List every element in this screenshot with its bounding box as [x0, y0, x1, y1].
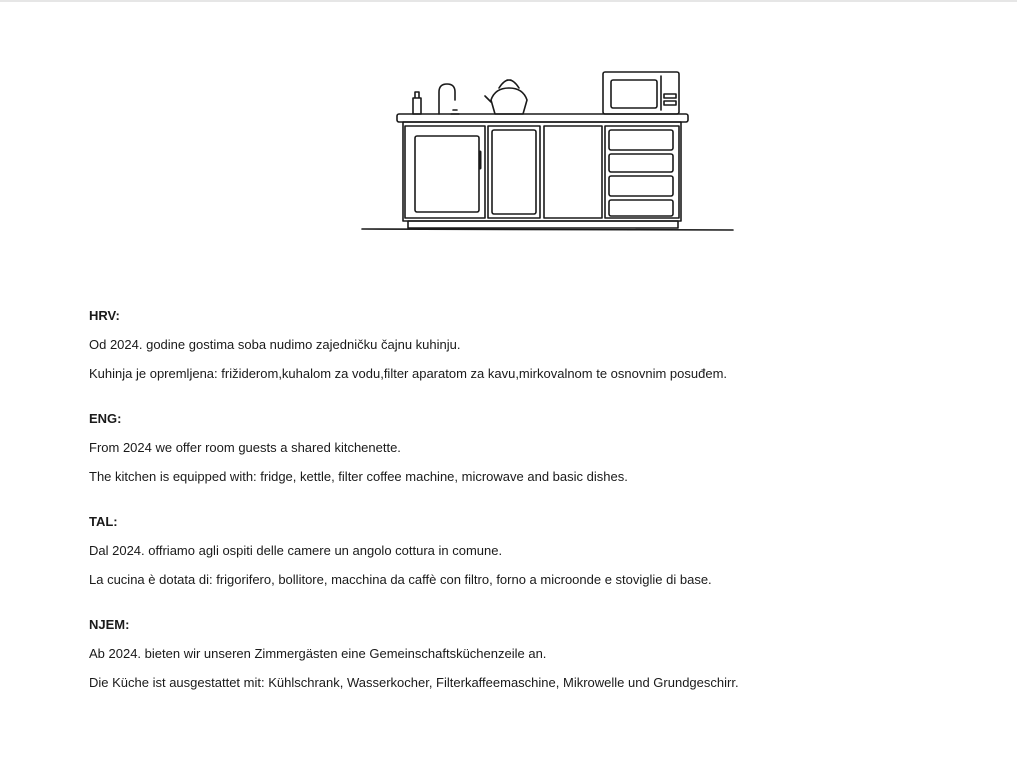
drawer-4: [609, 200, 673, 216]
faucet: [439, 84, 459, 114]
section-njem: [89, 617, 969, 691]
section-text-line: From 2024 we offer room guests a shared kitchenette.: [89, 440, 401, 455]
section-text-line: The kitchen is equipped with: fridge, kettle, filter coffee machine, microwave and basic dishes.: [89, 469, 628, 484]
cabinet-door-middle: [488, 126, 540, 218]
document-body: [89, 308, 969, 720]
cabinet-door-right: [544, 126, 602, 218]
section-text-line: Die Küche ist ausgestattet mit: Kühlschrank, Wasserkocher, Filterkaffeemaschine, Mikrowelle und Grundgeschirr.: [89, 675, 739, 690]
microwave-button-2: [664, 101, 676, 105]
countertop: [397, 114, 688, 122]
kettle: [485, 80, 527, 114]
section-tal: [89, 514, 969, 588]
drawer-1: [609, 130, 673, 150]
section-hrv: [89, 308, 969, 382]
kitchenette-illustration: [355, 66, 745, 238]
section-text-line: Dal 2024. offriamo agli ospiti delle camere un angolo cottura in comune.: [89, 543, 503, 558]
page-top-border: [0, 0, 1017, 2]
drawer-2: [609, 154, 673, 172]
section-text-line: Ab 2024. bieten wir unseren Zimmergästen eine Gemeinschaftsküchenzeile an.: [89, 646, 547, 661]
fridge-door-outer: [405, 126, 485, 218]
section-heading: NJEM:: [89, 617, 130, 632]
section-text-line: Od 2024. godine gostima soba nudimo zajedničku čajnu kuhinju.: [89, 337, 461, 352]
section-eng: [89, 411, 969, 485]
fridge-door-inner: [415, 136, 479, 212]
section-text-line: Kuhinja je opremljena: frižiderom,kuhalom za vodu,filter aparatom za kavu,mirkovalnom te osnovnim posuđem.: [89, 366, 728, 381]
section-heading: ENG:: [89, 411, 122, 426]
cabinet-door-middle-panel: [492, 130, 536, 214]
drawer-3: [609, 176, 673, 196]
floor-line: [362, 229, 733, 230]
bottle: [413, 92, 421, 114]
microwave-window: [611, 80, 657, 108]
section-heading: TAL:: [89, 514, 118, 529]
microwave-button-1: [664, 94, 676, 98]
section-text-line: La cucina è dotata di: frigorifero, bollitore, macchina da caffè con filtro, forno a microonde e stoviglie di base.: [89, 572, 712, 587]
cabinet-plinth: [408, 221, 678, 228]
section-heading: HRV:: [89, 308, 120, 323]
